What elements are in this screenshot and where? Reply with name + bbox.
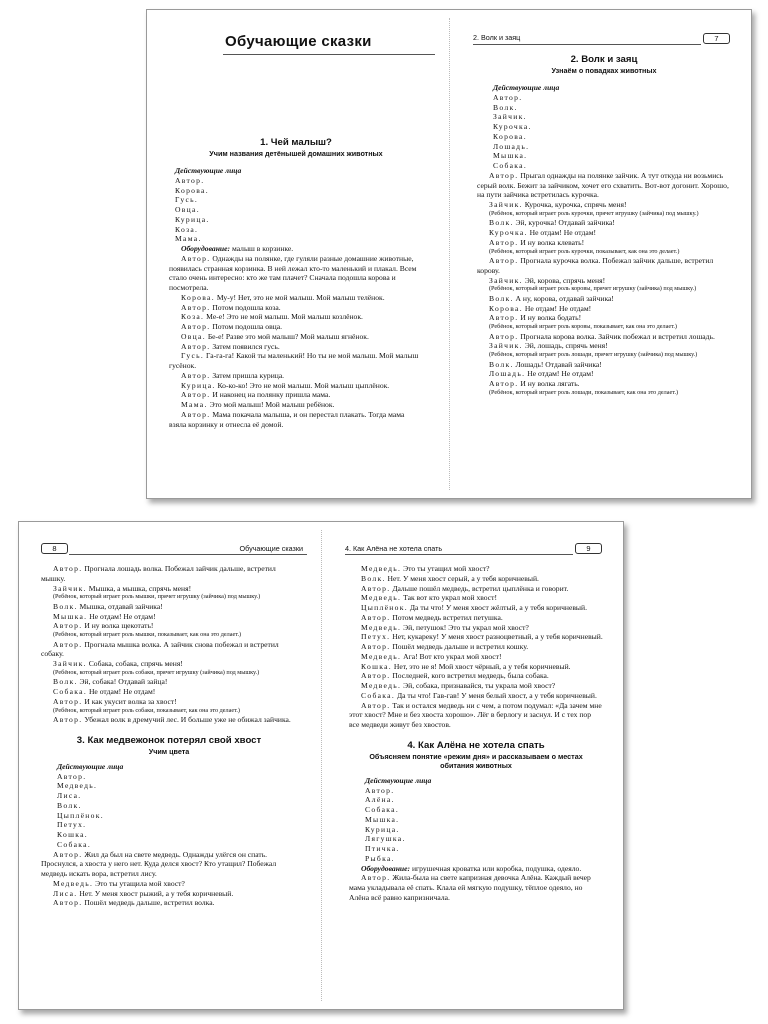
dialogue-text: Да ты что! У меня хвост жёлтый, а у тебя коричневый. xyxy=(409,603,587,612)
story-3-body xyxy=(41,850,297,909)
dialogue-line xyxy=(41,898,297,908)
speaker-name: Автор. xyxy=(361,612,391,622)
cast-member: Лягушка. xyxy=(365,834,406,844)
speaker-name: Мама. xyxy=(181,400,208,409)
dialogue-line xyxy=(349,662,603,672)
dialogue-line xyxy=(477,313,731,323)
speaker-name: Собака. xyxy=(361,690,396,700)
cast-member: Мышка. xyxy=(493,151,528,161)
speaker-name: Медведь. xyxy=(361,564,402,573)
dialogue-text: Убежал волк в дремучий лес. И больше уже не обижал зайчика. xyxy=(84,715,291,724)
speaker-name: Волк. xyxy=(361,573,386,583)
dialogue-text: Потом подошла коза. xyxy=(212,302,281,312)
speaker-name: Корова. xyxy=(489,303,523,313)
cast-member: Курочка. xyxy=(493,122,532,131)
dialogue-text: Эй, петушок! Это ты украл мой хвост? xyxy=(403,622,529,632)
cast-member: Собака. xyxy=(57,839,92,849)
cast-member: Гусь. xyxy=(175,195,199,205)
speaker-name: Зайчик. xyxy=(489,200,523,209)
dialogue-line xyxy=(41,687,297,697)
dialogue-text: Собака, собака, спрячь меня! xyxy=(88,659,183,668)
dialogue-text: Не отдам! Не отдам! xyxy=(89,611,156,621)
dialogue-text: Прыгал однажды на полянке зайчик. А тут откуда ни возьмись серый волк. Бежит за зайчиком, хочет его схватить. Вот-вот догонит. Хорошо, на пути зайчика встретилась курочка. xyxy=(477,170,729,200)
speaker-name: Лошадь. xyxy=(489,369,526,379)
header-rule xyxy=(473,44,701,45)
stage-direction: (Ребёнок, который играет роль мышки, показывает, как она это делает.) xyxy=(53,631,242,638)
dialogue-line xyxy=(477,238,731,248)
speaker-name: Автор. xyxy=(181,390,211,400)
speaker-name: Автор. xyxy=(53,849,83,859)
cast-label: Действующие лица xyxy=(175,166,242,175)
dialogue-text: Не отдам! Не отдам! xyxy=(527,369,594,379)
speaker-name: Автор. xyxy=(53,696,83,706)
speaker-name: Автор. xyxy=(361,873,391,883)
dialogue-line xyxy=(349,584,603,594)
dialogue-text: Пошёл медведь дальше и встретил кошку. xyxy=(392,642,529,651)
page-left-bottom xyxy=(41,522,307,1009)
cast-member: Птичка. xyxy=(365,844,400,853)
dialogue-line xyxy=(349,603,603,613)
dialogue-text: Так и остался медведь ни с чем, а потом подумал: «Да зачем мне этот хвост? Мне и без хвоста хорошо». Лёг в берлогу и заснул. И с тех пор все медведи живут без хвостов. xyxy=(349,700,602,729)
speaker-name: Автор. xyxy=(181,370,211,380)
cast-member: Рыбка. xyxy=(365,853,395,863)
speaker-name: Автор. xyxy=(489,256,519,265)
speaker-name: Овца. xyxy=(181,331,206,341)
dialogue-line xyxy=(41,564,297,584)
speaker-name: Автор. xyxy=(53,621,83,631)
dialogue-text: Нет. У меня хвост рыжий, а у тебя коричневый. xyxy=(79,888,234,898)
dialogue-text: Однажды на полянке, где гуляли разные домашние животные, появилась странная корзинка. В ней лежал кто-то маленький и плакал. Всем стало очень интересно: кто же там плачет? Сначала подошла корова и посмотрела. xyxy=(169,253,417,292)
speaker-name: Автор. xyxy=(181,409,211,419)
dialogue-text: Мышка, а мышка, спрячь меня! xyxy=(88,583,192,593)
dialogue-text: Потом подошла овца. xyxy=(212,322,282,331)
cast-member: Собака. xyxy=(493,161,528,170)
page-number: 9 xyxy=(575,543,602,554)
dialogue-line xyxy=(477,200,731,210)
dialogue-line xyxy=(169,293,423,303)
cast-member: Лиса. xyxy=(57,791,82,800)
dialogue-line xyxy=(477,360,731,370)
dialogue-line xyxy=(41,697,297,707)
speaker-name: Кошка. xyxy=(361,661,392,671)
dialogue-line xyxy=(349,564,603,574)
speaker-name: Собака. xyxy=(53,687,88,696)
dialogue-text: Затем пришла курица. xyxy=(212,370,285,380)
dialogue-line xyxy=(349,574,603,584)
dialogue-line xyxy=(169,332,423,342)
speaker-name: Автор. xyxy=(181,253,211,263)
stage-direction: (Ребёнок, который играет роль курочки, прячет игрушку (зайчика) под мышку.) xyxy=(489,209,699,217)
dialogue-line xyxy=(169,254,423,293)
dialogue-text: Прогнала корова волка. Зайчик побежал и встретил лошадь. xyxy=(520,331,715,341)
dialogue-line xyxy=(349,623,603,633)
cast-list xyxy=(349,786,603,864)
dialogue-text: Мама покачала малыша, и он перестал плакать. Тогда мама взяла корзинку и отнесла её домой. xyxy=(169,409,405,429)
story-2 xyxy=(477,54,731,397)
speaker-name: Зайчик. xyxy=(53,659,87,668)
dialogue-line xyxy=(477,304,731,314)
story-3-continued xyxy=(349,564,603,903)
speaker-name: Автор. xyxy=(361,671,391,681)
dialogue-text: Пошёл медведь дальше, встретил волка. xyxy=(84,898,215,908)
dialogue-line xyxy=(477,294,731,304)
speaker-name: Медведь. xyxy=(361,681,402,690)
dialogue-line xyxy=(41,640,297,660)
speaker-name: Автор. xyxy=(53,715,83,724)
dialogue-line xyxy=(169,410,423,430)
stage-direction: (Ребёнок, который играет роль лошади, прячет игрушку (зайчика) под мышку.) xyxy=(489,351,698,358)
dialogue-line xyxy=(349,613,603,623)
speaker-name: Автор. xyxy=(53,639,83,649)
speaker-name: Зайчик. xyxy=(489,341,523,351)
cast-member: Корова. xyxy=(175,185,209,195)
dialogue-line xyxy=(477,171,731,200)
cast-member: Волк. xyxy=(57,800,82,810)
speaker-name: Волк. xyxy=(53,677,78,687)
speaker-name: Автор. xyxy=(489,313,519,323)
dialogue-text: Ага! Вот кто украл мой хвост! xyxy=(403,651,502,661)
dialogue-text: И наконец на полянку пришла мама. xyxy=(212,390,331,400)
dialogue-line xyxy=(477,256,731,276)
speaker-name: Медведь. xyxy=(53,878,94,888)
story-2-continued xyxy=(41,564,297,908)
speaker-name: Зайчик. xyxy=(489,275,523,285)
speaker-name: Автор. xyxy=(489,331,519,341)
dialogue-line xyxy=(477,341,731,351)
story-body xyxy=(169,254,423,430)
cast-member: Корова. xyxy=(493,131,527,141)
dialogue-line xyxy=(41,659,297,669)
dialogue-text: Нет, это не я! Мой хвост чёрный, а у тебя коричневый. xyxy=(393,661,571,671)
dialogue-text: Мышка, отдавай зайчика! xyxy=(79,601,163,611)
cast-member: Цыплёнок. xyxy=(57,810,104,820)
dialogue-line xyxy=(169,390,423,400)
dialogue-text: Ме-е! Это не мой малыш. Мой малыш козлёнок. xyxy=(206,312,363,322)
dialogue-text: Не отдам! Не отдам! xyxy=(524,303,592,313)
cast-list xyxy=(477,93,731,171)
dialogue-line xyxy=(169,303,423,313)
dialogue-text: Жила-была на свете капризная девочка Алёна. Каждый вечер мама укладывала её спать. Клала ей мягкую подушку, тёплое одеяло, но Алёна всё равно капризничала. xyxy=(349,873,591,902)
cast-member: Зайчик. xyxy=(493,112,527,122)
stage-direction: (Ребёнок, который играет роль мышки, прячет игрушку (зайчика) под мышку.) xyxy=(53,593,261,601)
story-body xyxy=(41,564,297,725)
page-left-top xyxy=(169,10,435,498)
book-spread-top xyxy=(146,9,752,499)
story-subtitle: Узнаём о повадках животных xyxy=(551,66,657,75)
speaker-name: Курица. xyxy=(181,380,216,390)
speaker-name: Автор. xyxy=(489,379,519,388)
dialogue-line xyxy=(349,642,603,652)
speaker-name: Волк. xyxy=(489,218,514,228)
dialogue-text: И ну волка лягать. xyxy=(520,379,580,388)
cast-member: Лошадь. xyxy=(493,141,530,151)
story-subtitle: Учим названия детёнышей домашних животных xyxy=(209,149,383,158)
speaker-name: Автор. xyxy=(181,341,211,351)
props-label: Оборудование: xyxy=(361,863,411,873)
dialogue-text: Эй, курочка! Отдавай зайчика! xyxy=(515,218,615,228)
dialogue-line xyxy=(477,218,731,228)
dialogue-text: Это ты утащила мой хвост? xyxy=(95,878,185,888)
dialogue-line xyxy=(349,681,603,691)
cast-list xyxy=(169,176,423,244)
speaker-name: Автор. xyxy=(361,700,391,710)
running-head: 4. Как Алёна не хотела спать xyxy=(345,544,443,553)
dialogue-line xyxy=(41,677,297,687)
stage-direction: (Ребёнок, который играет роль собаки, показывает, как она это делает.) xyxy=(53,706,240,714)
cast-member: Кошка. xyxy=(57,830,88,839)
cast-member: Овца. xyxy=(175,205,200,214)
running-head: 2. Волк и заяц xyxy=(473,33,521,42)
cast-member: Волк. xyxy=(493,102,518,112)
dialogue-text: Эй, собака! Отдавай зайца! xyxy=(79,677,168,687)
dialogue-line xyxy=(169,381,423,391)
cast-member: Курица. xyxy=(175,214,210,224)
story-title: 1. Чей малыш? xyxy=(260,137,332,148)
cast-member: Собака. xyxy=(365,805,400,814)
dialogue-text: Му-у! Нет, это не мой малыш. Мой малыш телёнок. xyxy=(216,292,385,302)
cast-label: Действующие лица xyxy=(57,761,124,771)
story-1 xyxy=(169,136,423,429)
story-title: 2. Волк и заяц xyxy=(570,54,638,65)
dialogue-text: Ко-ко-ко! Это не мой малыш. Мой малыш цыплёнок. xyxy=(217,380,390,390)
dialogue-text: Эй, собака, признавайся, ты украла мой хвост? xyxy=(403,681,556,690)
props-line xyxy=(169,244,423,254)
speaker-name: Автор. xyxy=(489,237,519,247)
book-spread-bottom xyxy=(18,521,624,1010)
dialogue-line xyxy=(477,369,731,379)
dialogue-text: Прогнала лошадь волка. Побежал зайчик дальше, встретил мышку. xyxy=(41,564,276,583)
dialogue-line xyxy=(169,342,423,352)
speaker-name: Волк. xyxy=(53,601,78,611)
story-body xyxy=(349,564,603,730)
cast-member: Автор. xyxy=(57,771,87,781)
dialogue-line xyxy=(41,621,297,631)
page-right-top xyxy=(473,10,739,498)
cast-member: Петух. xyxy=(57,820,87,830)
cast-label: Действующие лица xyxy=(493,83,560,92)
speaker-name: Цыплёнок. xyxy=(361,603,408,612)
dialogue-line xyxy=(169,312,423,322)
speaker-name: Медведь. xyxy=(361,622,402,632)
dialogue-line xyxy=(41,850,297,879)
speaker-name: Лиса. xyxy=(53,888,78,898)
stage-direction: (Ребёнок, который играет роль собаки, прячет игрушку (зайчика) под мышку.) xyxy=(53,668,260,676)
speaker-name: Гусь. xyxy=(181,351,205,361)
cast-member: Автор. xyxy=(493,92,523,102)
dialogue-text: Жил да был на свете медведь. Однажды улёгся он спать. Проснулся, а хвоста у него нет. Куда делся хвост? Кто утащил? Побежал медведь искать вора, встретил лису. xyxy=(41,849,277,878)
speaker-name: Автор. xyxy=(361,642,391,651)
spine-divider xyxy=(449,18,450,490)
dialogue-line xyxy=(169,400,423,410)
dialogue-text: Прогнала курочка волка. Побежал зайчик дальше, встретил корову. xyxy=(477,256,714,275)
dialogue-line xyxy=(169,351,423,371)
cast-member: Мама. xyxy=(175,234,202,244)
story-body xyxy=(477,171,731,398)
dialogue-text: Лошадь! Отдавай зайчика! xyxy=(515,359,602,369)
speaker-name: Коза. xyxy=(181,312,205,322)
stage-direction: (Ребёнок, который играет роль коровы, прячет игрушку (зайчика) под мышку.) xyxy=(489,285,697,293)
speaker-name: Мышка. xyxy=(53,611,88,621)
dialogue-line xyxy=(477,332,731,342)
cast-list xyxy=(41,772,297,850)
cast-member: Алёна. xyxy=(365,795,395,805)
dialogue-line xyxy=(169,322,423,332)
speaker-name: Волк. xyxy=(489,359,514,369)
cast-label: Действующие лица xyxy=(365,775,432,785)
stage-direction: (Ребёнок, который играет роль курочки, показывает, как она это делает.) xyxy=(489,247,680,255)
cast-member: Медведь. xyxy=(57,781,98,791)
dialogue-line xyxy=(41,879,297,889)
dialogue-text: Дальше пошёл медведь, встретил цыплёнка и говорит. xyxy=(392,583,569,593)
speaker-name: Автор. xyxy=(361,583,391,593)
dialogue-line xyxy=(349,632,603,642)
cast-member: Коза. xyxy=(175,224,199,234)
dialogue-line xyxy=(41,612,297,622)
speaker-name: Автор. xyxy=(489,170,519,180)
dialogue-line xyxy=(477,379,731,389)
page-right-bottom xyxy=(345,522,611,1009)
dialogue-text: Не отдам! Не отдам! xyxy=(529,228,597,237)
page-number: 7 xyxy=(703,33,730,44)
dialogue-text: Курочка, курочка, спрячь меня! xyxy=(524,200,627,209)
dialogue-line xyxy=(349,593,603,603)
dialogue-text: Эй, корова, спрячь меня! xyxy=(524,275,606,285)
dialogue-line xyxy=(349,652,603,662)
cast-member: Курица. xyxy=(365,824,400,834)
header-rule xyxy=(223,54,435,55)
header-rule xyxy=(345,554,573,555)
story-4-body xyxy=(349,873,603,902)
dialogue-line xyxy=(41,715,297,725)
speaker-name: Корова. xyxy=(181,292,215,302)
page-number: 8 xyxy=(41,543,68,554)
cast-member: Автор. xyxy=(175,175,205,185)
dialogue-line xyxy=(349,671,603,681)
header-rule xyxy=(69,554,307,555)
dialogue-line xyxy=(41,584,297,594)
dialogue-line xyxy=(41,889,297,899)
dialogue-line xyxy=(477,228,731,238)
dialogue-text: Эй, лошадь, спрячь меня! xyxy=(524,341,608,351)
cast-member: Мышка. xyxy=(365,814,400,824)
props-text: малыш в корзинке. xyxy=(231,244,294,253)
cast-member: Автор. xyxy=(365,785,395,795)
dialogue-text: Это ты утащил мой хвост? xyxy=(403,564,490,573)
dialogue-text: Потом медведь встретил петушка. xyxy=(392,612,503,622)
dialogue-line xyxy=(349,701,603,730)
dialogue-text: Да ты что! Гав-гав! У меня белый хвост, а у тебя коричневый. xyxy=(396,690,597,700)
dialogue-line xyxy=(349,873,603,902)
dialogue-line xyxy=(169,371,423,381)
props-label: Оборудование: xyxy=(181,244,231,253)
dialogue-text: Бе-е! Разве это мой малыш? Мой малыш ягнёнок. xyxy=(207,331,369,341)
speaker-name: Автор. xyxy=(181,302,211,312)
speaker-name: Автор. xyxy=(53,564,83,573)
story-subtitle: Учим цвета xyxy=(148,746,190,756)
dialogue-text: Га-га-га! Какой ты маленький! Но ты не мой малыш. Мой малыш гусёнок. xyxy=(169,351,419,370)
story-subtitle: Объясняем понятие «режим дня» и рассказываем о местах обитания животных xyxy=(369,751,583,770)
dialogue-text: Затем появился гусь. xyxy=(212,341,280,351)
dialogue-text: И ну волка клевать! xyxy=(520,237,585,247)
chapter-header: Обучающие сказки xyxy=(225,33,372,50)
dialogue-text: Не отдам! Не отдам! xyxy=(88,687,156,696)
dialogue-text: А ну, корова, отдавай зайчика! xyxy=(515,293,614,303)
dialogue-text: Последней, кого встретил медведь, была собака. xyxy=(392,671,549,681)
speaker-name: Курочка. xyxy=(489,228,528,237)
speaker-name: Петух. xyxy=(361,632,391,642)
dialogue-text: Нет, кукареку! У меня хвост разноцветный, а у тебя коричневый. xyxy=(392,632,603,642)
dialogue-line xyxy=(349,691,603,701)
speaker-name: Автор. xyxy=(53,898,83,908)
props-line xyxy=(349,864,603,874)
dialogue-text: Нет. У меня хвост серый, а у тебя коричневый. xyxy=(387,573,539,583)
dialogue-text: И ну волка бодать! xyxy=(520,313,582,323)
dialogue-line xyxy=(477,276,731,286)
props-text: игрушечная кроватка или коробка, подушка, одеяло. xyxy=(411,863,582,873)
speaker-name: Автор. xyxy=(181,322,211,331)
story-title: 4. Как Алёна не хотела спать xyxy=(407,739,545,751)
stage-direction: (Ребёнок, который играет роль коровы, показывает, как она это делает.) xyxy=(489,323,677,330)
stage-direction: (Ребёнок, который играет роль лошади, показывает, как она это делает.) xyxy=(489,388,679,396)
running-head: Обучающие сказки xyxy=(239,544,303,553)
dialogue-text: И как укусит волка за хвост! xyxy=(84,696,177,706)
dialogue-text: Прогнала мышка волка. А зайчик снова побежал и встретил собаку. xyxy=(41,639,279,659)
dialogue-text: И ну волка щекотать! xyxy=(84,621,154,631)
dialogue-text: Так вот кто украл мой хвост! xyxy=(403,593,498,603)
dialogue-line xyxy=(41,602,297,612)
speaker-name: Медведь. xyxy=(361,651,402,661)
dialogue-text: Это мой малыш! Мой малыш ребёнок. xyxy=(209,400,335,409)
speaker-name: Волк. xyxy=(489,293,514,303)
speaker-name: Зайчик. xyxy=(53,583,87,593)
story-title: 3. Как медвежонок потерял свой хвост xyxy=(76,734,262,746)
speaker-name: Медведь. xyxy=(361,593,402,603)
spine-divider xyxy=(321,530,322,1001)
